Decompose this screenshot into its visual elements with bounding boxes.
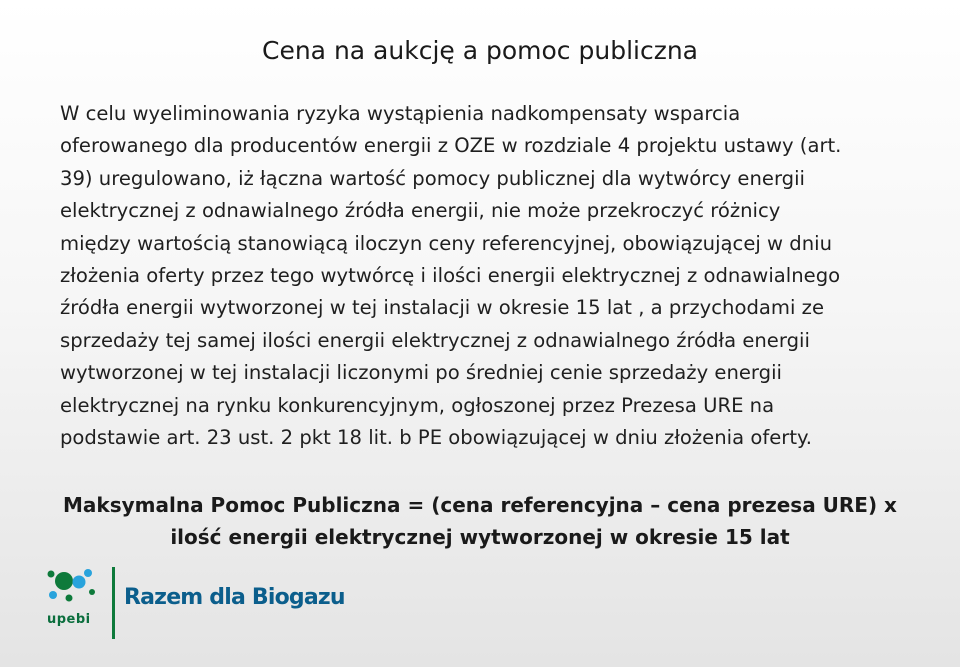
body-line: podstawie art. 23 ust. 2 pkt 18 lit. b PE obowiązującej w dniu złożenia oferty. <box>60 426 813 450</box>
body-line: źródła energii wytworzonej w tej instalacji w okresie 15 lat , a przychodami ze <box>60 296 824 320</box>
upebi-wordmark: upebi <box>47 612 91 627</box>
body-line: elektrycznej na rynku konkurencyjnym, ogłoszonej przez Prezesa URE na <box>60 393 775 417</box>
formula <box>0 489 960 553</box>
slide-title: Cena na aukcję a pomoc publiczna <box>262 36 698 65</box>
body-line: złożenia oferty przez tego wytwórcę i ilości energii elektrycznej z odnawialnego <box>60 264 841 288</box>
body-line: wytworzonej w tej instalacji liczonymi po średniej cenie sprzedaży energii <box>60 361 782 385</box>
brand-wordmark: Razem dla Biogazu <box>124 585 345 610</box>
body-line: 39) uregulowano, iż łączna wartość pomocy publicznej dla wytwórcy energii <box>60 166 805 190</box>
body-paragraph <box>60 98 920 454</box>
logo-divider <box>112 567 115 639</box>
formula-line: ilość energii elektrycznej wytworzonej w okresie 15 lat <box>170 525 790 549</box>
body-line: między wartością stanowiącą iloczyn ceny referencyjnej, obowiązującej w dniu <box>60 231 833 255</box>
body-line: elektrycznej z odnawialnego źródła energii, nie może przekroczyć różnicy <box>60 199 781 223</box>
footer-logos <box>40 565 345 645</box>
formula-line: Maksymalna Pomoc Publiczna = (cena referencyjna – cena prezesa URE) x <box>63 493 897 517</box>
body-line: oferowanego dla producentów energii z OZE w rozdziale 4 projektu ustawy (art. <box>60 134 842 158</box>
body-line: W celu wyeliminowania ryzyka wystąpienia nadkompensaty wsparcia <box>60 102 741 125</box>
upebi-logo-icon <box>40 565 110 640</box>
body-line: sprzedaży tej samej ilości energii elektrycznej z odnawialnego źródła energii <box>60 328 810 352</box>
